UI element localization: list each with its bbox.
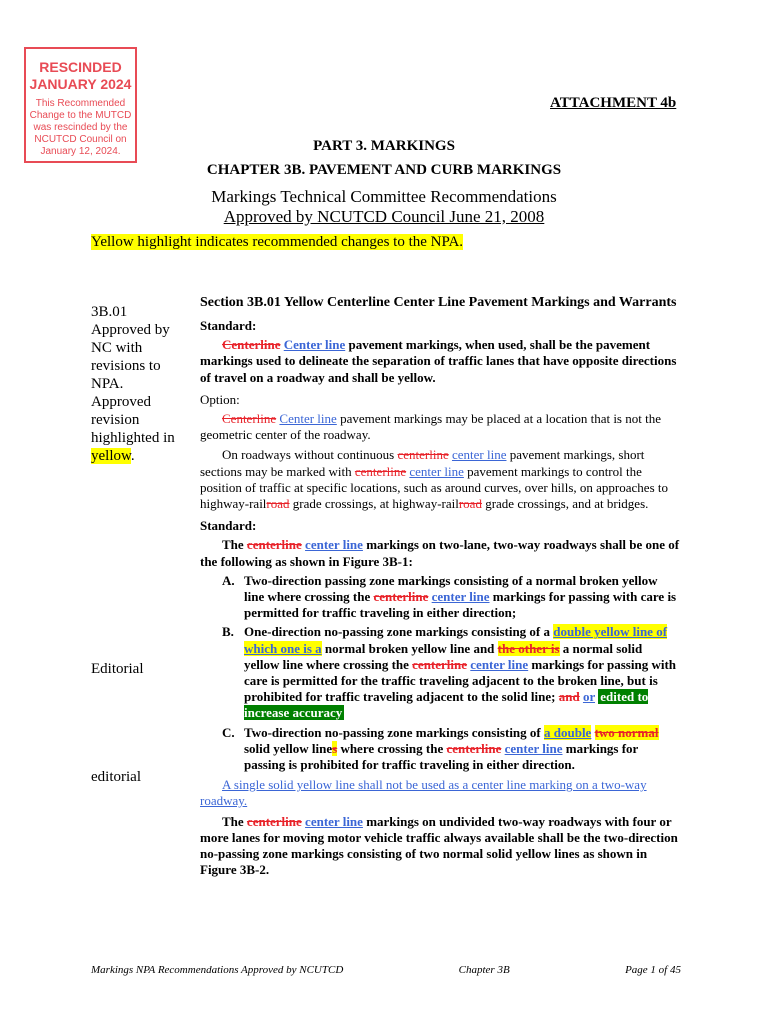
deleted-text: the other is: [497, 640, 560, 656]
deleted-text: road: [266, 496, 290, 512]
list-text: [244, 573, 680, 622]
inserted-text: or: [582, 689, 596, 705]
paragraph-2: [200, 411, 680, 443]
inserted-text: A single solid yellow line shall not be used as a center line marking on a two-way roadway.: [200, 777, 647, 809]
footer-left: Markings NPA Recommendations Approved by NCUTCD: [91, 964, 344, 976]
inserted-text: center line: [409, 463, 464, 479]
deleted-text: centerline: [354, 463, 407, 479]
paragraph-text: pavement markings to control the position of traffic at specific locations, such as around curves, over hills, on approaches to highway-rail: [200, 463, 668, 512]
list-item-b: [200, 624, 680, 721]
inserted-text: center line: [305, 813, 363, 829]
highlight-note: [91, 234, 463, 251]
paragraph-text: markings for passing is prohibited for traffic traveling in either direction.: [244, 740, 639, 773]
deleted-text: centerline: [246, 537, 302, 553]
paragraph-text: pavement markings, when used, shall be the pavement markings used to delineate the separation of traffic lanes that have opposite directions of travel on a roadway and shall be yellow.: [200, 337, 677, 385]
inserted-text: center line: [451, 447, 507, 463]
list-item-a: [200, 573, 680, 622]
inserted-text: Center line: [279, 411, 337, 427]
green-comment: edited to increase accuracy: [244, 689, 649, 721]
side-note-highlight: yellow: [91, 448, 131, 464]
standard-label: Standard:: [200, 318, 257, 333]
side-editorial-2: editorial: [91, 769, 141, 785]
inserted-text: Center line: [283, 337, 346, 353]
paragraph-text: markings for passing with care is permitted for the traffic traveling adjacent to the broken line, but is prohibited for traffic traveling adjacent to the solid line;: [244, 656, 677, 705]
paragraph-text: Two-direction passing zone markings consisting of a normal broken yellow line where crossing the: [244, 572, 658, 605]
paragraph-5: [200, 777, 680, 809]
inserted-text: double yellow line of which one is a: [244, 624, 668, 656]
paragraph-text: pavement markings, short sections may be marked with: [200, 447, 645, 479]
paragraph-text: grade crossings, and at bridges.: [481, 496, 649, 512]
paragraph-text: markings on undivided two-way roadways with four or more lanes for moving motor vehicle traffic always available shall be the two-direction no-passing zone markings consisting of two normal solid yellow lines as shown in Figure 3B-2.: [200, 813, 678, 878]
chapter-title: CHAPTER 3B. PAVEMENT AND CURB MARKINGS: [206, 162, 562, 178]
standard-label-2: Standard:: [200, 518, 257, 534]
stamp-line-1: RESCINDED: [39, 59, 122, 75]
committee-line: Markings Technical Committee Recommendations: [211, 187, 557, 206]
page-footer: [91, 964, 681, 976]
inserted-text: center line: [504, 740, 563, 756]
paragraph-3: [200, 447, 680, 512]
inserted-text: center line: [305, 537, 363, 553]
paragraph-text: The: [222, 537, 247, 553]
paragraph-text: Two-direction no-passing zone markings consisting of: [244, 724, 544, 740]
paragraph-text: One-direction no-passing zone markings consisting of a: [244, 624, 554, 640]
highlight-note-text: Yellow highlight indicates recommended changes to the NPA.: [91, 234, 464, 250]
list-text: [244, 624, 680, 721]
paragraph-text: a normal solid yellow line where crossing the: [244, 640, 643, 672]
inserted-text: a double: [544, 724, 592, 740]
deleted-text: and: [558, 689, 580, 705]
option-label: Option:: [200, 391, 240, 407]
paragraph-text: grade crossings, at highway-rail: [289, 496, 459, 512]
list-marker: B.: [222, 624, 234, 640]
inserted-text: center line: [470, 656, 529, 672]
list-marker: C.: [222, 724, 235, 740]
footer-page-number: Page 1 of 45: [625, 964, 681, 976]
paragraph-text: markings on two-lane, two-way roadways shall be one of the following as shown in Figure 3B-1:: [200, 537, 680, 569]
list-marker: A.: [222, 572, 235, 588]
approval-line: Approved by NCUTCD Council June 21, 2008: [223, 207, 545, 226]
paragraph-text: pavement markings may be placed at a location that is not the geometric center of the roadway.: [200, 411, 661, 443]
inserted-text: center line: [431, 589, 490, 605]
paragraph-6: [200, 814, 680, 879]
deleted-text: centerline: [397, 447, 449, 463]
deleted-text: two normal: [594, 724, 659, 740]
paragraph-1: [200, 337, 680, 386]
footer-center: Chapter 3B: [458, 964, 510, 976]
deleted-text: centerline: [446, 740, 502, 756]
paragraph-text: normal broken yellow line and: [321, 640, 498, 656]
deleted-text: centerline: [373, 589, 429, 605]
paragraph-4: [200, 537, 680, 569]
section-title: Section 3B.01 Yellow Centerline Center Line Pavement Markings and Warrants: [200, 295, 677, 310]
deleted-text: road: [458, 496, 482, 512]
deleted-text: Centerline: [222, 411, 277, 427]
side-editorial-1: Editorial: [91, 661, 144, 677]
paragraph-text: where crossing the: [337, 740, 447, 756]
deleted-text: centerline: [246, 813, 302, 829]
list-item-c: [200, 725, 680, 774]
side-note-text: 3B.01 Approved by NC with revisions to NPA. Approved revision highlighted in: [91, 304, 175, 446]
attachment-label: ATTACHMENT 4b: [550, 95, 677, 111]
side-note: [91, 303, 186, 465]
paragraph-text: The: [222, 813, 247, 829]
deleted-text: centerline: [412, 656, 468, 672]
stamp-line-2: JANUARY 2024: [29, 76, 132, 92]
paragraph-text: solid yellow line: [244, 740, 333, 756]
paragraph-text: markings for passing with care is permitted for traffic traveling in either direction;: [244, 589, 677, 621]
deleted-text: s: [332, 740, 338, 756]
part-title: PART 3. MARKINGS: [313, 138, 455, 154]
paragraph-text: On roadways without continuous: [222, 447, 398, 463]
section-body: [200, 294, 680, 879]
side-note-end: .: [130, 448, 135, 464]
stamp-note: This Recommended Change to the MUTCD was rescinded by the NCUTCD Council on January 12, 2024.: [29, 98, 132, 157]
list-text: [244, 725, 680, 774]
deleted-text: Centerline: [222, 337, 281, 353]
